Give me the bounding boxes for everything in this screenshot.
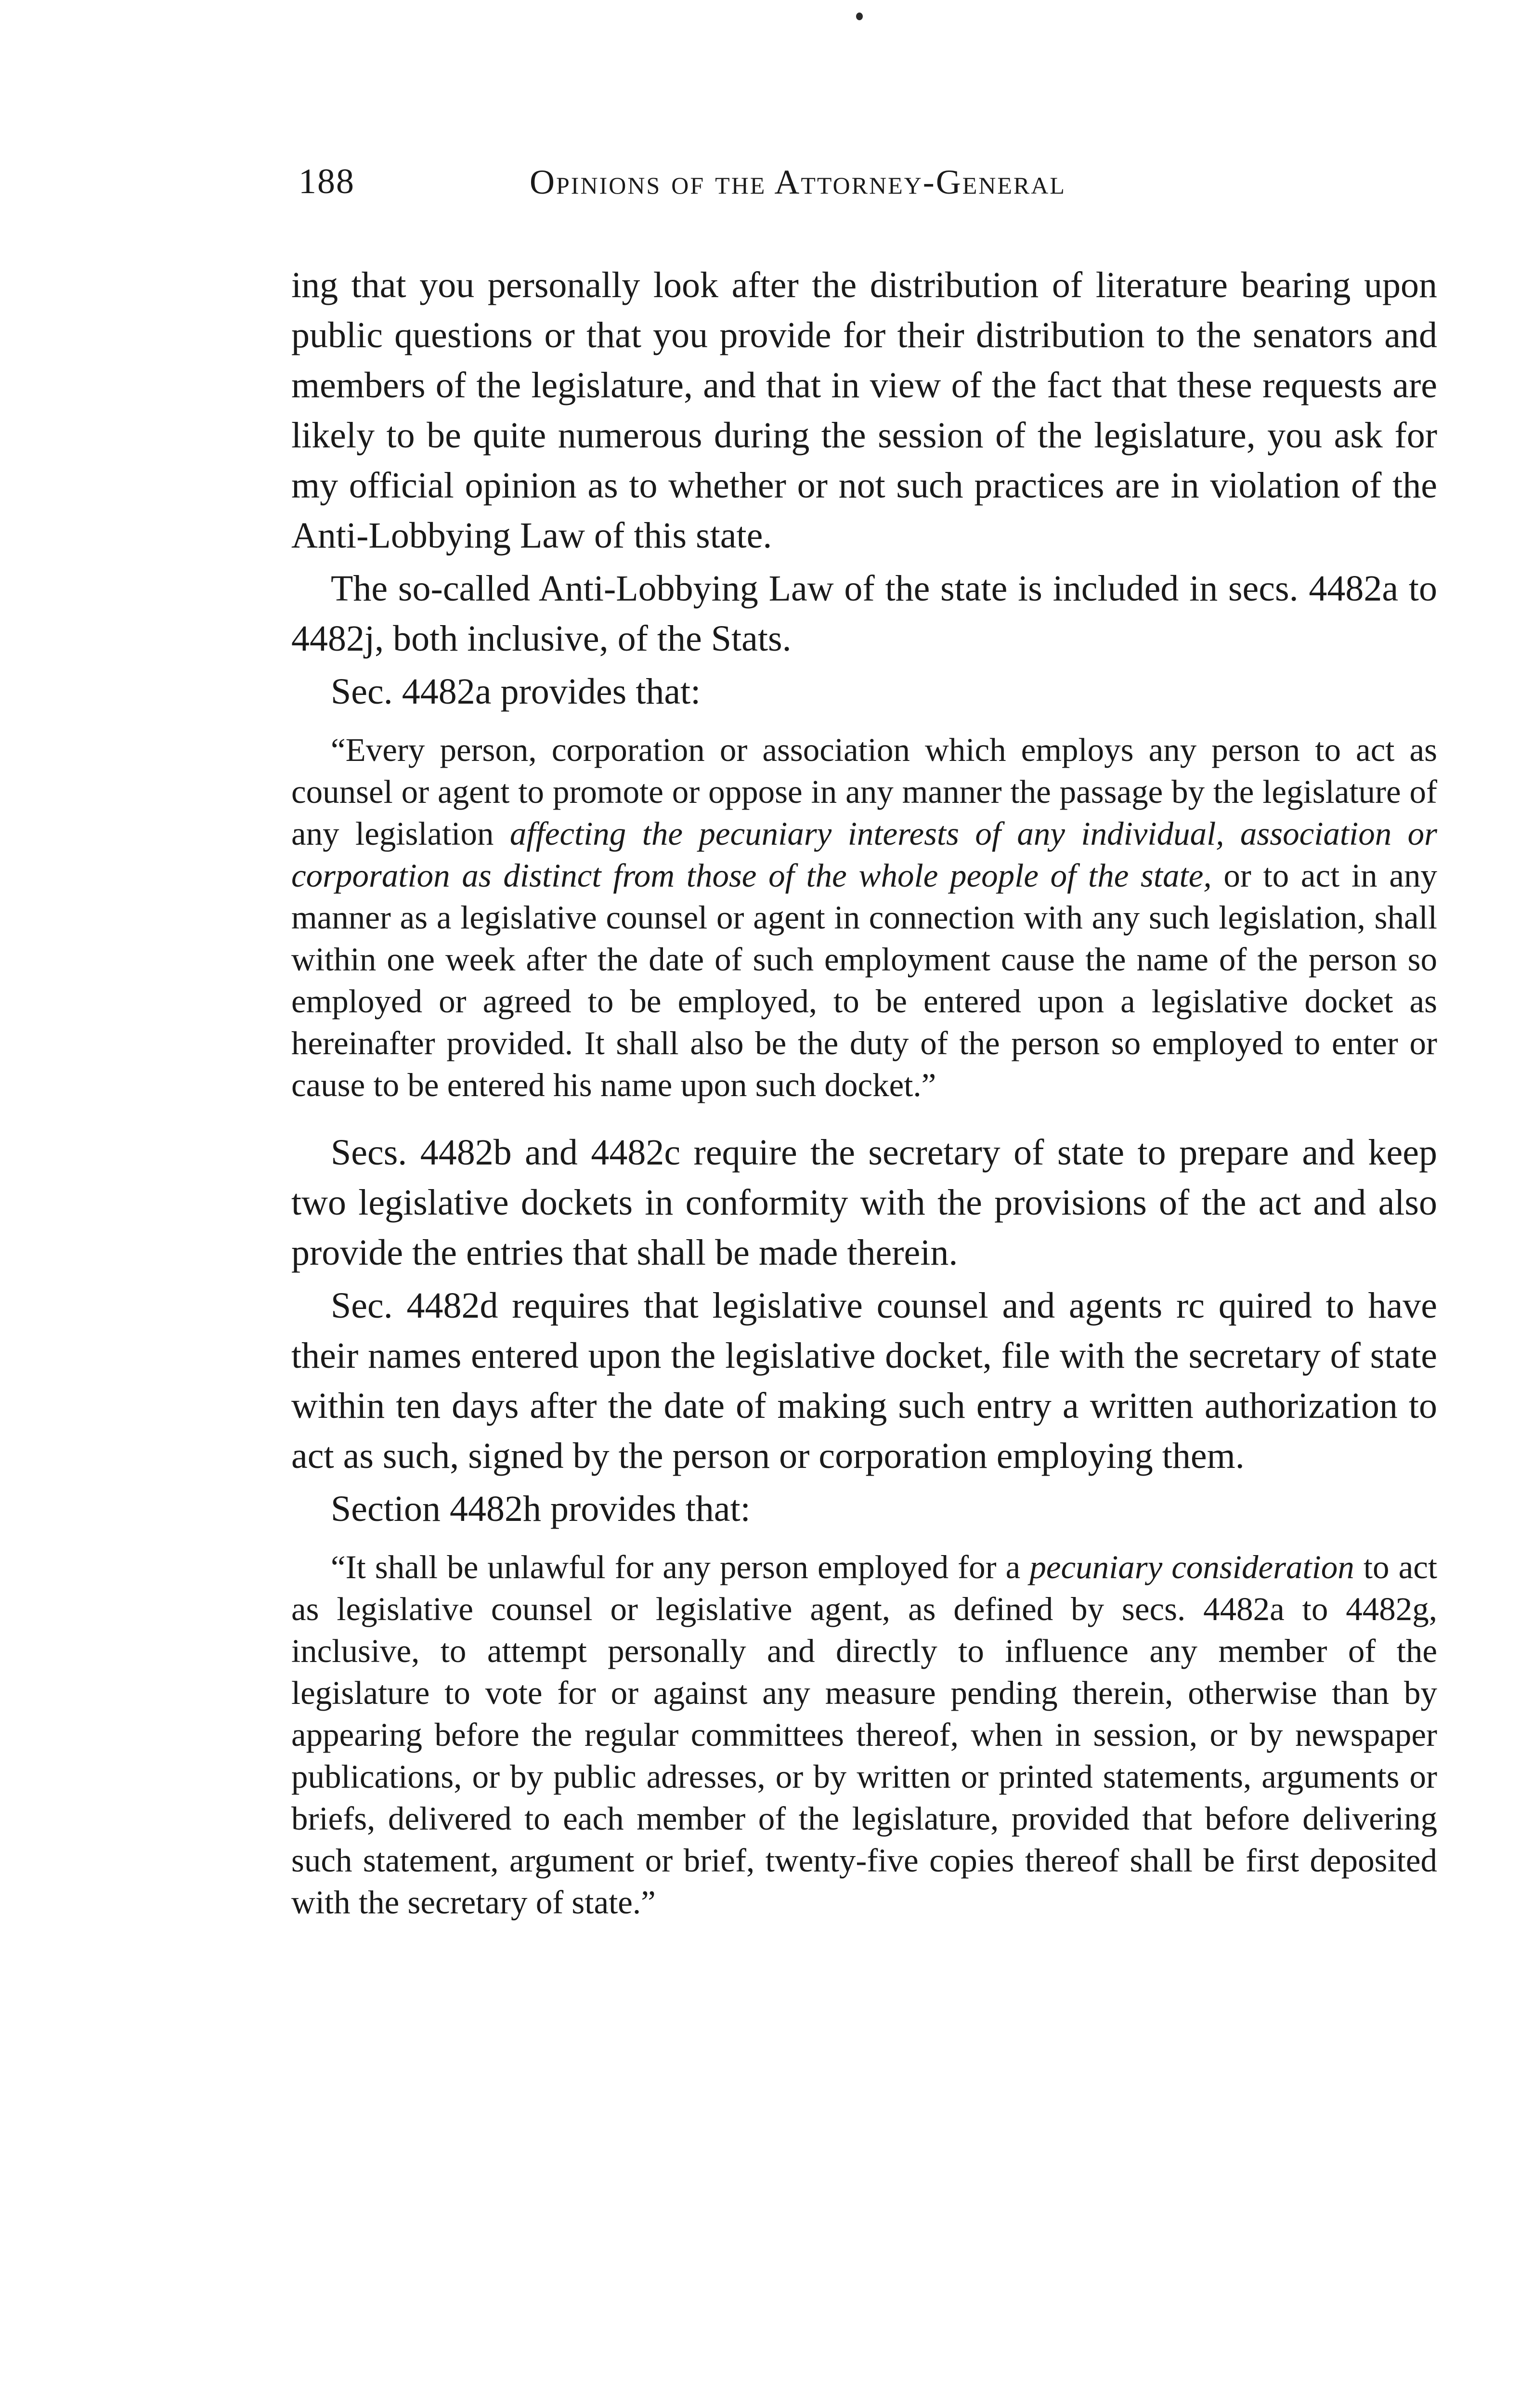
quote-sec-4482a-italic: affecting the pecuniary interests of any individual, association or corporation as distinct from those of the whole people of the state, <box>291 815 1437 894</box>
paragraph-secs-4482b-4482c: Secs. 4482b and 4482c require the secretary of state to prepare and keep two legislative dockets in conformity with the provisions of the act and also provide the entries that shall be made therein. <box>291 1132 1437 1273</box>
page-number: 188 <box>299 162 355 201</box>
quote-sec-4482a <box>291 729 1437 1106</box>
quote-sec-4482h-italic: pecuniary consideration <box>1029 1549 1354 1585</box>
quote-sec-4482a-part-2: or to act in any manner as a legislative counsel or agent in connection with any such legislation, shall within one week after the date of such employment cause the name of the person so employed or agreed to be employed, to be entered upon a legislative docket as hereinafter provided. It shall also be the duty of the person so employed to enter or cause to be entered his name upon such docket.” <box>291 857 1437 1103</box>
quote-sec-4482h-part-1: “It shall be unlawful for any person employed for a <box>331 1549 1030 1585</box>
paragraph-anti-lobbying-law: The so-called Anti-Lobbying Law of the state is included in secs. 4482a to 4482j, both inclusive, of the Stats. <box>291 568 1437 659</box>
ink-speck <box>856 13 863 20</box>
quote-sec-4482h-part-2: to act as legislative counsel or legislative agent, as defined by secs. 4482a to 4482g, inclusive, to attempt personally and directly to influence any member of the legislature to vote for or against any measure pending therein, otherwise than by appearing before the regular committees thereof, when in session, or by newspaper publications, or by public adresses, or by written or printed statements, arguments or briefs, delivered to each member of the legislature, provided that before delivering such statement, argument or brief, twenty-five copies thereof shall be first deposited with the secretary of state.” <box>291 1549 1438 1921</box>
quote-sec-4482h <box>291 1546 1437 1924</box>
body-text <box>291 260 1437 1945</box>
running-head: Opinions of the Attorney-General <box>530 163 1066 201</box>
page-header <box>299 161 1204 209</box>
paragraph-sec-4482a-intro: Sec. 4482a provides that: <box>331 671 701 712</box>
paragraph-sec-4482d: Sec. 4482d requires that legislative counsel and agents rc quired to have their names entered upon the legislative docket, file with the secretary of state within ten days after the date of making such entry a written authorization to act as such, signed by the person or corporation employing them. <box>291 1285 1437 1476</box>
paragraph-continuation: ing that you personally look after the distribution of literature bearing upon public questions or that you provide for their distribution to the senators and members of the legislature, and that in view of the fact that these requests are likely to be quite numerous during the session of the legislature, you ask for my official opinion as to whether or not such practices are in violation of the Anti-Lobbying Law of this state. <box>291 265 1437 556</box>
paragraph-sec-4482h-intro: Section 4482h provides that: <box>331 1489 751 1529</box>
quote-sec-4482a-part-1: “Every person, corporation or association which employs any person to act as counsel or agent to promote or oppose in any manner the passage by the legislature of any legislation <box>291 732 1437 852</box>
